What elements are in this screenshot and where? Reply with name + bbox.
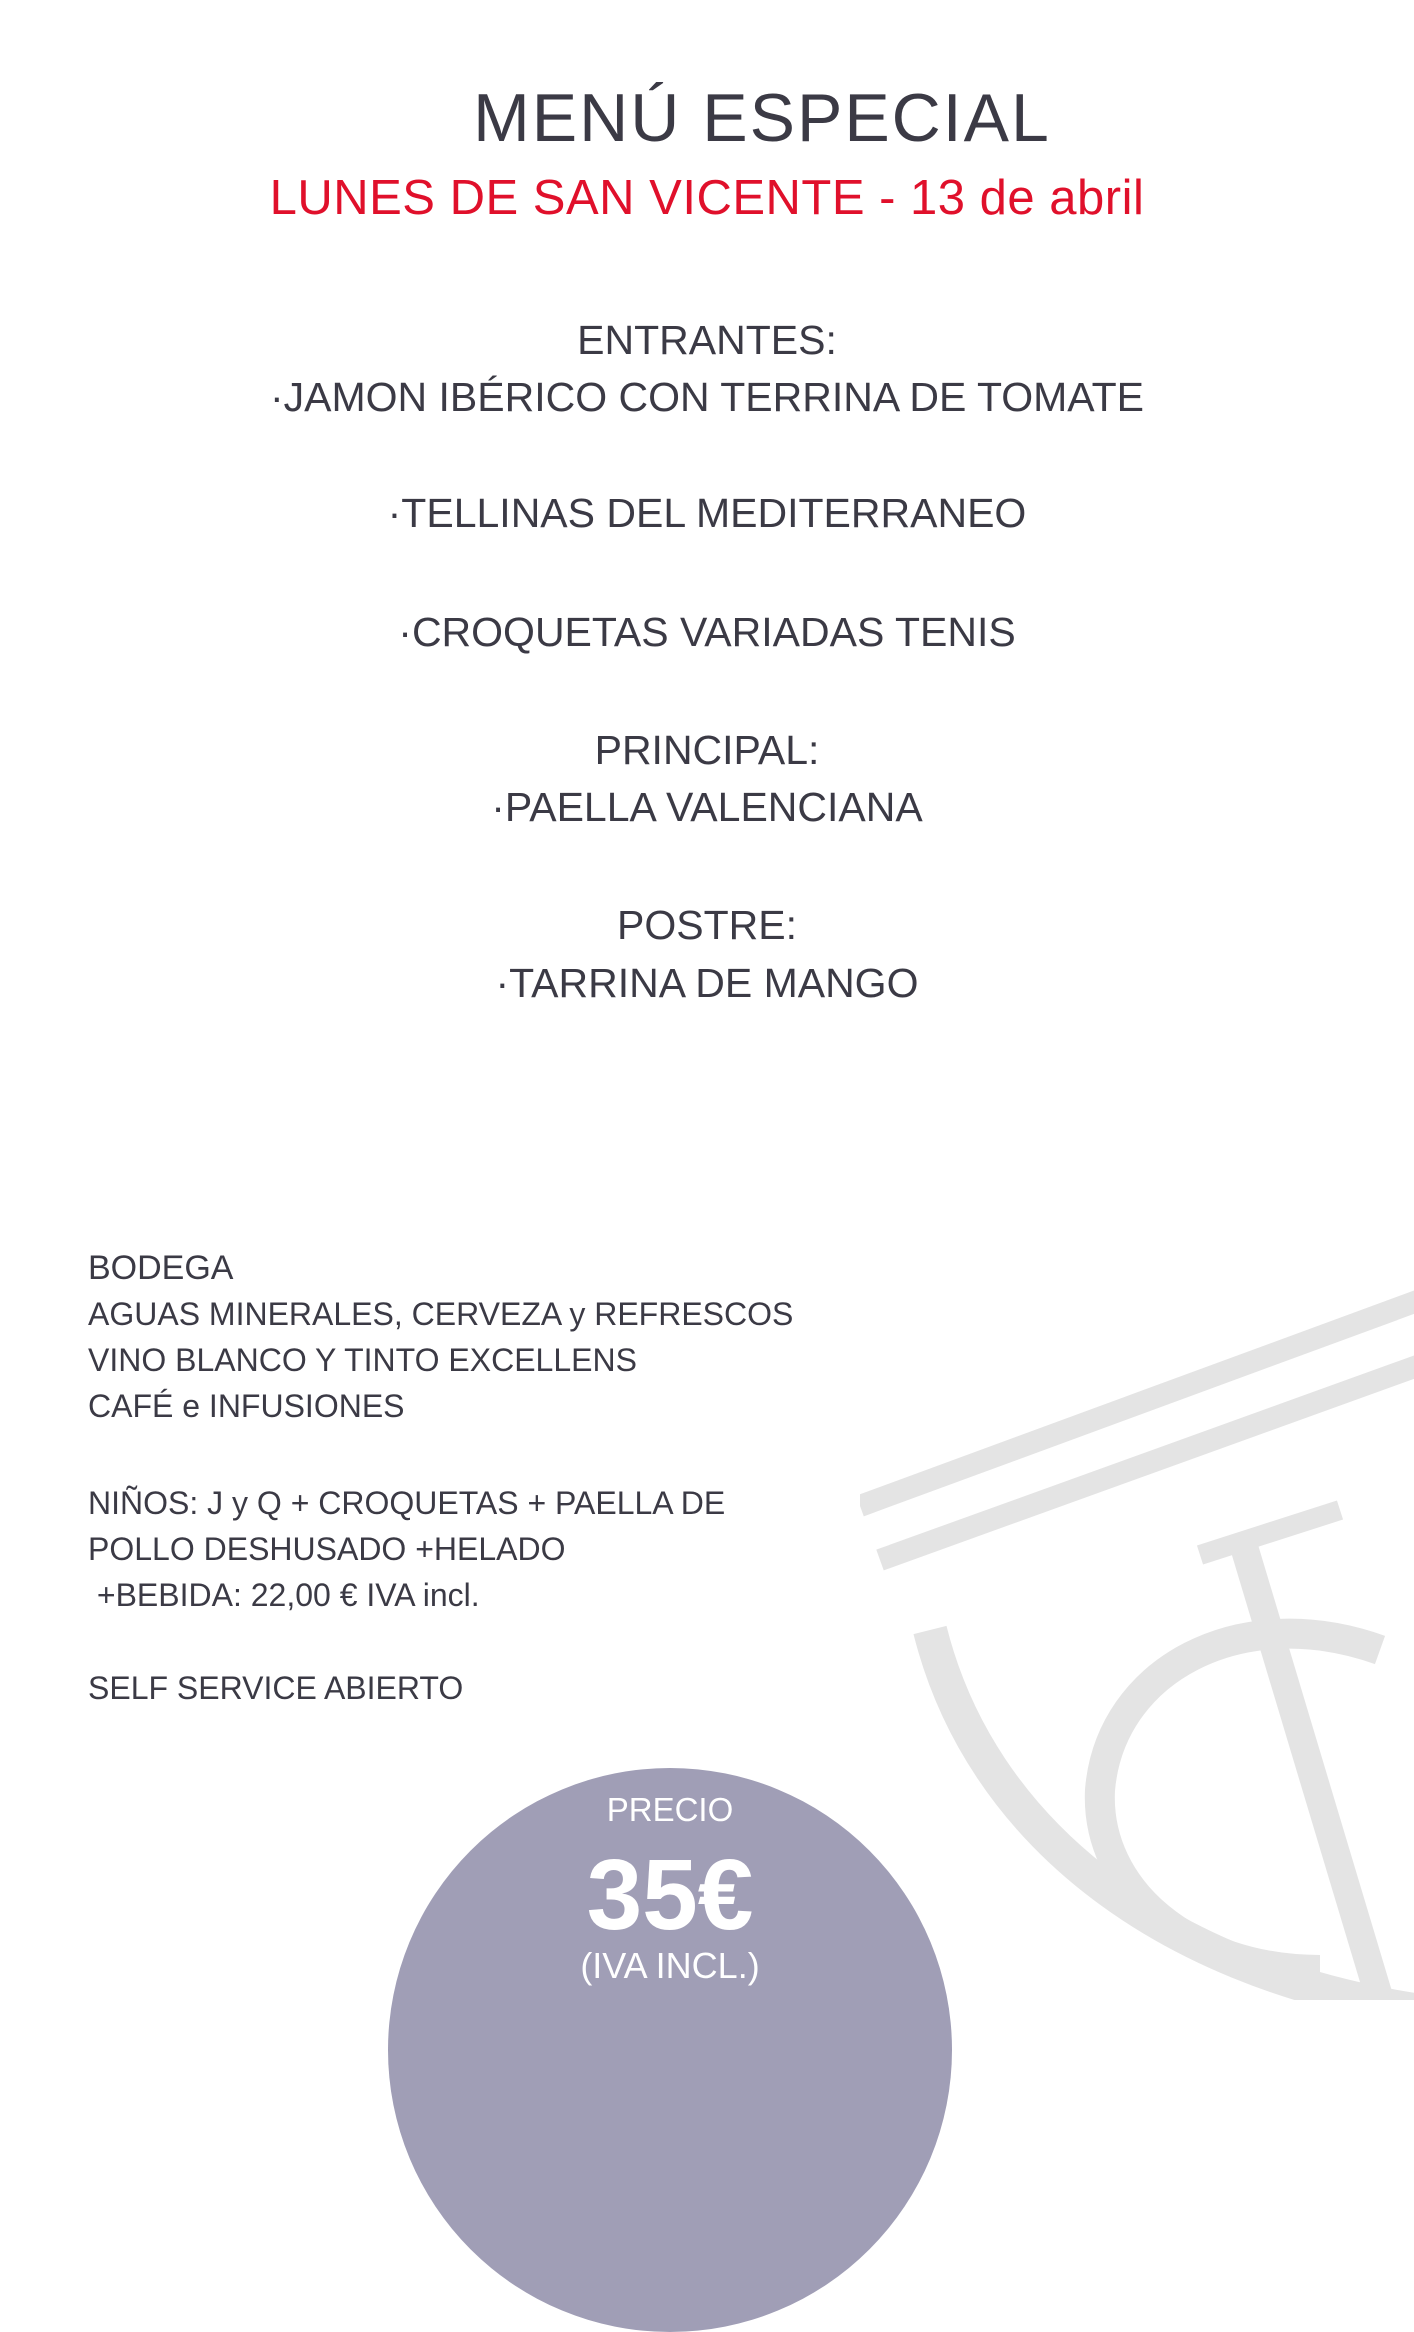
page-subtitle: LUNES DE SAN VICENTE - 13 de abril	[269, 171, 1145, 225]
principal-item: ·PAELLA VALENCIANA	[491, 784, 923, 830]
ninos-section	[88, 1480, 908, 1618]
price-label: PRECIO	[606, 1791, 734, 1828]
entrantes-item: ·JAMON IBÉRICO CON TERRINA DE TOMATE	[269, 374, 1144, 420]
bodega-section	[88, 1245, 908, 1429]
price-amount: 35€	[586, 1839, 754, 1951]
page-title: MENÚ ESPECIAL	[473, 80, 1051, 156]
bodega-item: VINO BLANCO Y TINTO EXCELLENS	[88, 1342, 637, 1378]
self-service-text: SELF SERVICE ABIERTO	[88, 1670, 464, 1706]
bodega-item: AGUAS MINERALES, CERVEZA y REFRESCOS	[88, 1296, 794, 1332]
postre-item: ·TARRINA DE MANGO	[495, 960, 919, 1006]
entrantes-heading: ENTRANTES:	[577, 317, 837, 363]
principal-heading: PRINCIPAL:	[594, 727, 820, 773]
ninos-line	[88, 1480, 908, 1526]
entrantes-item: ·CROQUETAS VARIADAS TENIS	[398, 609, 1016, 655]
entrantes-item: ·TELLINAS DEL MEDITERRANEO	[387, 490, 1027, 536]
ninos-line: +BEBIDA: 22,00 € IVA incl.	[88, 1577, 480, 1613]
bodega-item: CAFÉ e INFUSIONES	[88, 1388, 405, 1424]
postre-heading: POSTRE:	[617, 902, 797, 948]
self-service-note	[88, 1665, 908, 1711]
ninos-label: NIÑOS:	[88, 1485, 199, 1521]
ninos-text: J y Q + CROQUETAS + PAELLA DE	[198, 1485, 726, 1521]
bodega-heading: BODEGA	[88, 1249, 234, 1287]
price-note: (IVA INCL.)	[580, 1945, 760, 1986]
ninos-line: POLLO DESHUSADO +HELADO	[88, 1531, 566, 1567]
